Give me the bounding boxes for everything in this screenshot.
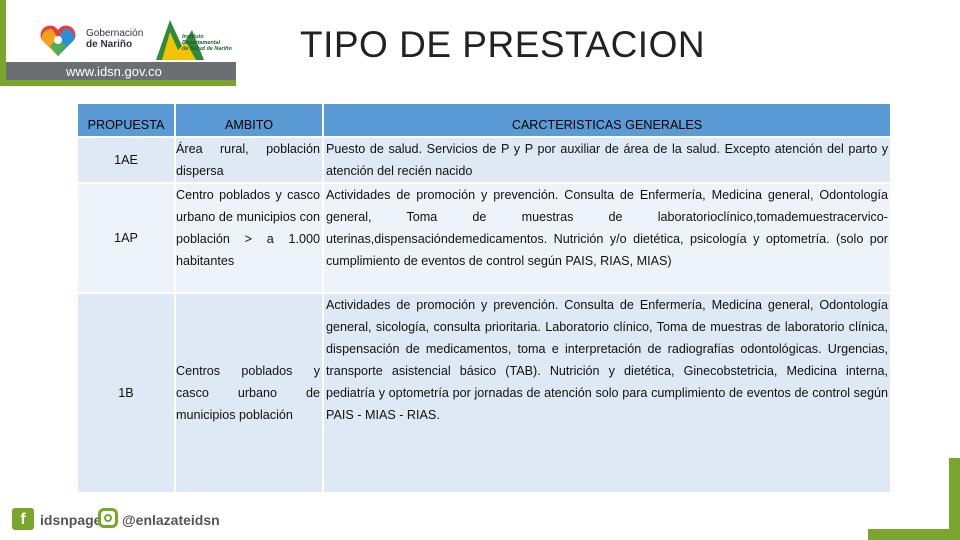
website-url[interactable]: www.idsn.gov.co — [66, 64, 162, 79]
gobernacion-label — [86, 28, 143, 50]
instagram-handle[interactable]: @enlazateidsn — [122, 512, 220, 528]
propuesta-1ap: 1AP — [114, 231, 138, 245]
header-propuesta: PROPUESTA — [78, 104, 174, 136]
svg-text:Instituto: Instituto — [182, 34, 204, 40]
org-line-1: Gobernación — [86, 28, 144, 39]
facebook-handle[interactable]: idsnpage — [40, 512, 102, 528]
ambito-1ae: Área rural, población dispersa — [176, 142, 320, 178]
header-logo-panel — [0, 0, 236, 86]
instagram-icon-lens — [104, 514, 112, 522]
corner-accent-horizontal — [868, 529, 960, 540]
institute-logo — [152, 16, 232, 62]
row-1b-propuesta — [78, 294, 174, 492]
row-1ap-propuesta — [78, 184, 174, 292]
ambito-1b: Centros poblados y casco urbano de municipios población — [176, 364, 320, 422]
propuesta-1ae: 1AE — [114, 153, 138, 167]
svg-text:Departamental: Departamental — [182, 40, 221, 46]
caracteristicas-1ae: Puesto de salud. Servicios de P y P por auxiliar de área de la salud. Excepto atención del parto y atención del recién nacido — [326, 142, 888, 178]
header-caracteristicas: CARCTERISTICAS GENERALES — [324, 104, 890, 136]
prestacion-table — [78, 104, 890, 492]
gobernacion-heart-logo — [38, 24, 78, 58]
propuesta-1b: 1B — [118, 386, 134, 400]
header-ambito: AMBITO — [176, 104, 322, 136]
caracteristicas-1ap: Actividades de promoción y prevención. Consulta de Enfermería, Medicina general, Odontología general, Toma de muestras de laboratorioclínico,tomademuestracervico-uterinas,dispensacióndemedicamentos. Nutrición y/o dietética, psicología y optometría. (solo por cumplimiento de eventos de control según PAIS, RIAS, MIAS) — [326, 188, 888, 268]
row-1ae-ambito — [176, 138, 322, 182]
facebook-icon[interactable]: f — [12, 508, 34, 530]
row-1ae-caracteristicas — [324, 138, 890, 182]
row-1b-caracteristicas — [324, 294, 890, 492]
ambito-1ap: Centro poblados y casco urbano de municipios con población > a 1.000 habitantes — [176, 188, 320, 268]
caracteristicas-1b: Actividades de promoción y prevención. Consulta de Enfermería, Medicina general, Odontología general, sicología, consulta prioritaria. Laboratorio clínico, Toma de muestras de laboratorio clínica, dispensación de medicamentos, toma e interpretación de radiografías odontológicas. Urgencias, transporte asistencial básico (TAB). Nutrición y dietética, Ginecobstetricia, Medicina interna, pediatría y optometría por jornadas de atención solo para cumplimiento de eventos de control según PAIS - MIAS - RIAS. — [326, 298, 888, 422]
corner-accent-vertical — [949, 458, 960, 540]
logo-bottom-bar — [0, 80, 236, 86]
row-1ap-ambito — [176, 184, 322, 292]
row-1b-ambito — [176, 294, 322, 492]
org-line-2: de Nariño — [86, 39, 133, 50]
row-1ap-caracteristicas — [324, 184, 890, 292]
row-1ae-propuesta — [78, 138, 174, 182]
svg-text:de Salud de Nariño: de Salud de Nariño — [182, 46, 232, 52]
page-title: TIPO DE PRESTACION — [300, 24, 706, 65]
